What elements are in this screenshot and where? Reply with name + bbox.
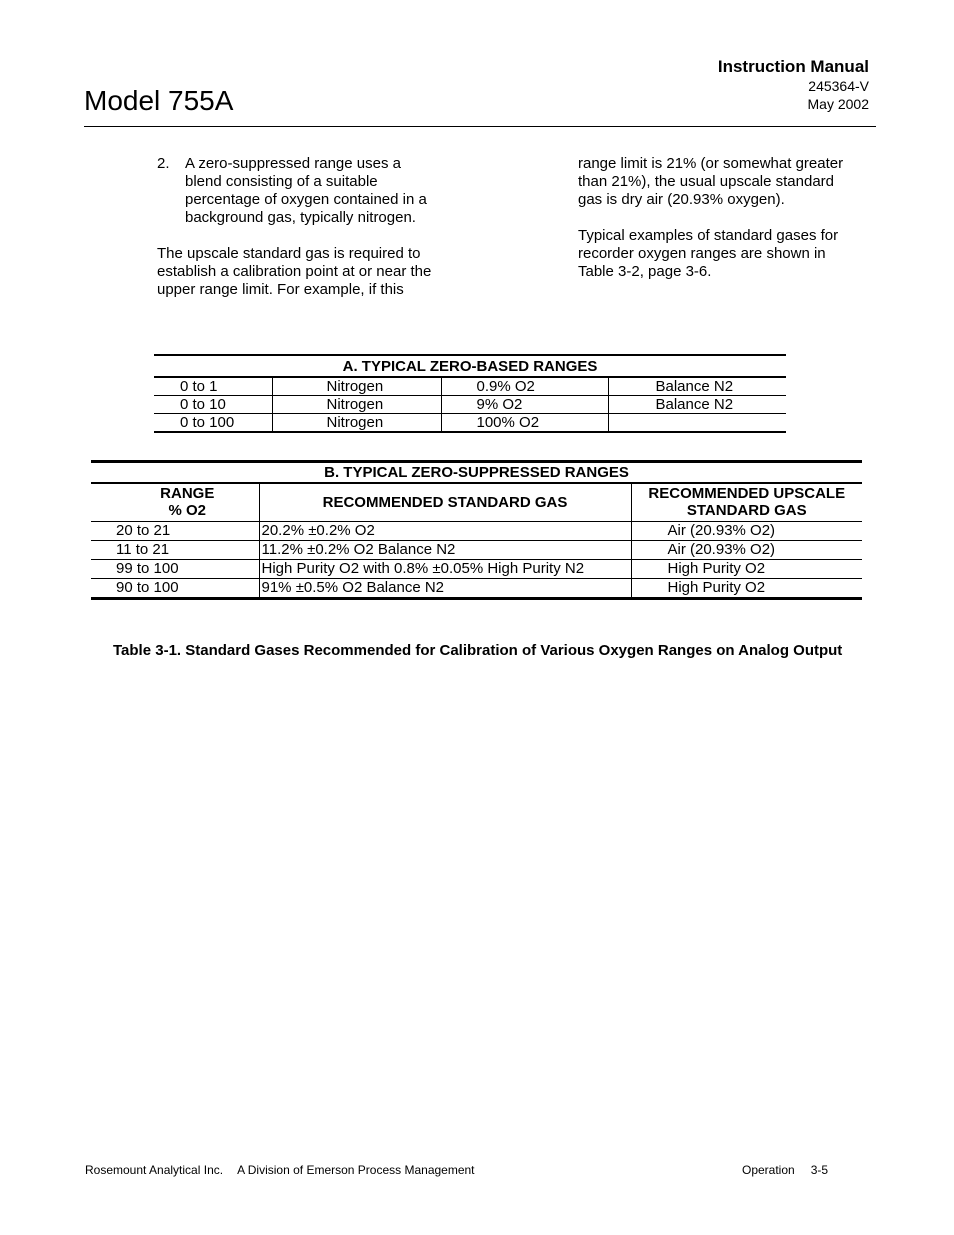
footer-company: Rosemount Analytical Inc.	[85, 1163, 224, 1177]
table-caption-main: Table 3-1. Standard Gases Recommended for Calibration of Various Oxygen Ranges on Analog Output	[113, 642, 843, 659]
text-line: The upscale standard gas is required to	[157, 245, 421, 262]
zero-gas-cell: Nitrogen	[272, 377, 441, 396]
balance-cell: Balance N2	[608, 377, 786, 396]
numbered-item	[157, 155, 457, 227]
range-cell: 0 to 100	[154, 414, 272, 433]
upscale-gas-cell: 100% O2	[441, 414, 608, 433]
upscale-gas-cell: 0.9% O2	[441, 377, 608, 396]
table-caption: B. TYPICAL ZERO-SUPPRESSED RANGES	[91, 462, 862, 484]
standard-gas-header: RECOMMENDED STANDARD GAS	[259, 483, 631, 521]
table-header-row	[91, 483, 862, 521]
range-cell: 0 to 10	[154, 396, 272, 414]
footer-section: Operation	[742, 1163, 795, 1177]
text-line: than 21%), the usual upscale standard	[578, 173, 835, 190]
header-divider	[84, 126, 876, 127]
upscale-gas-cell: Air (20.93% O2)	[631, 521, 862, 540]
table-row	[154, 414, 786, 433]
header-line: STANDARD GAS	[686, 502, 807, 520]
upscale-gas-cell: Air (20.93% O2)	[631, 540, 862, 559]
text-line: establish a calibration point at or near the	[157, 263, 432, 280]
range-cell: 90 to 100	[91, 578, 259, 598]
standard-gas-cell: 91% ±0.5% O2 Balance N2	[259, 578, 631, 598]
document-info	[718, 57, 869, 113]
standard-gas-cell: High Purity O2 with 0.8% ±0.05% High Purity N2	[259, 559, 631, 578]
text-line: Typical examples of standard gases for	[578, 227, 839, 244]
page-title: Model 755A	[84, 85, 234, 116]
zero-suppressed-ranges-table	[91, 460, 862, 600]
table-row	[91, 521, 862, 540]
footer-left	[85, 1163, 475, 1178]
text-line: blend consisting of a suitable	[185, 173, 378, 190]
balance-cell	[608, 414, 786, 433]
standard-gas-cell: 20.2% ±0.2% O2	[259, 521, 631, 540]
text-line: A zero-suppressed range uses a	[185, 155, 401, 172]
range-cell: 20 to 21	[91, 521, 259, 540]
paragraph	[578, 227, 868, 281]
body-column-right	[578, 155, 868, 281]
table-row	[154, 377, 786, 396]
zero-gas-cell: Nitrogen	[272, 396, 441, 414]
footer-right	[742, 1163, 828, 1178]
header-line: RANGE	[160, 485, 215, 503]
paragraph	[157, 245, 457, 299]
text-line: gas is dry air (20.93% oxygen).	[578, 191, 785, 208]
range-cell: 0 to 1	[154, 377, 272, 396]
upscale-gas-cell: High Purity O2	[631, 578, 862, 598]
balance-cell: Balance N2	[608, 396, 786, 414]
table-row	[91, 540, 862, 559]
range-header	[91, 483, 259, 521]
document-date: May 2002	[807, 96, 869, 112]
page-number: 3-5	[810, 1163, 829, 1177]
table-row	[91, 559, 862, 578]
text-line: recorder oxygen ranges are shown in	[578, 245, 826, 262]
document-type: Instruction Manual	[717, 57, 869, 76]
footer-division: A Division of Emerson Process Management	[237, 1163, 475, 1177]
upscale-gas-cell: High Purity O2	[631, 559, 862, 578]
upscale-gas-header	[631, 483, 862, 521]
text-line: Table 3-2, page 3-6.	[578, 263, 712, 280]
table-caption: A. TYPICAL ZERO-BASED RANGES	[154, 355, 786, 377]
table-row	[91, 578, 862, 598]
header-line: RECOMMENDED UPSCALE	[648, 485, 846, 503]
text-line: upper range limit. For example, if this	[157, 281, 404, 298]
body-column-left	[157, 155, 457, 299]
text-line: range limit is 21% (or somewhat greater	[578, 155, 844, 172]
zero-based-ranges-table	[154, 354, 786, 433]
paragraph	[578, 155, 868, 209]
document-number: 245364-V	[808, 78, 869, 94]
upscale-gas-cell: 9% O2	[441, 396, 608, 414]
item-text	[185, 155, 427, 227]
item-number: 2.	[157, 155, 170, 172]
table-row	[154, 396, 786, 414]
text-line: percentage of oxygen contained in a	[185, 191, 427, 208]
standard-gas-cell: 11.2% ±0.2% O2 Balance N2	[259, 540, 631, 559]
range-cell: 11 to 21	[91, 540, 259, 559]
text-line: background gas, typically nitrogen.	[185, 209, 416, 226]
zero-gas-cell: Nitrogen	[272, 414, 441, 433]
header-line: % O2	[168, 502, 206, 520]
range-cell: 99 to 100	[91, 559, 259, 578]
